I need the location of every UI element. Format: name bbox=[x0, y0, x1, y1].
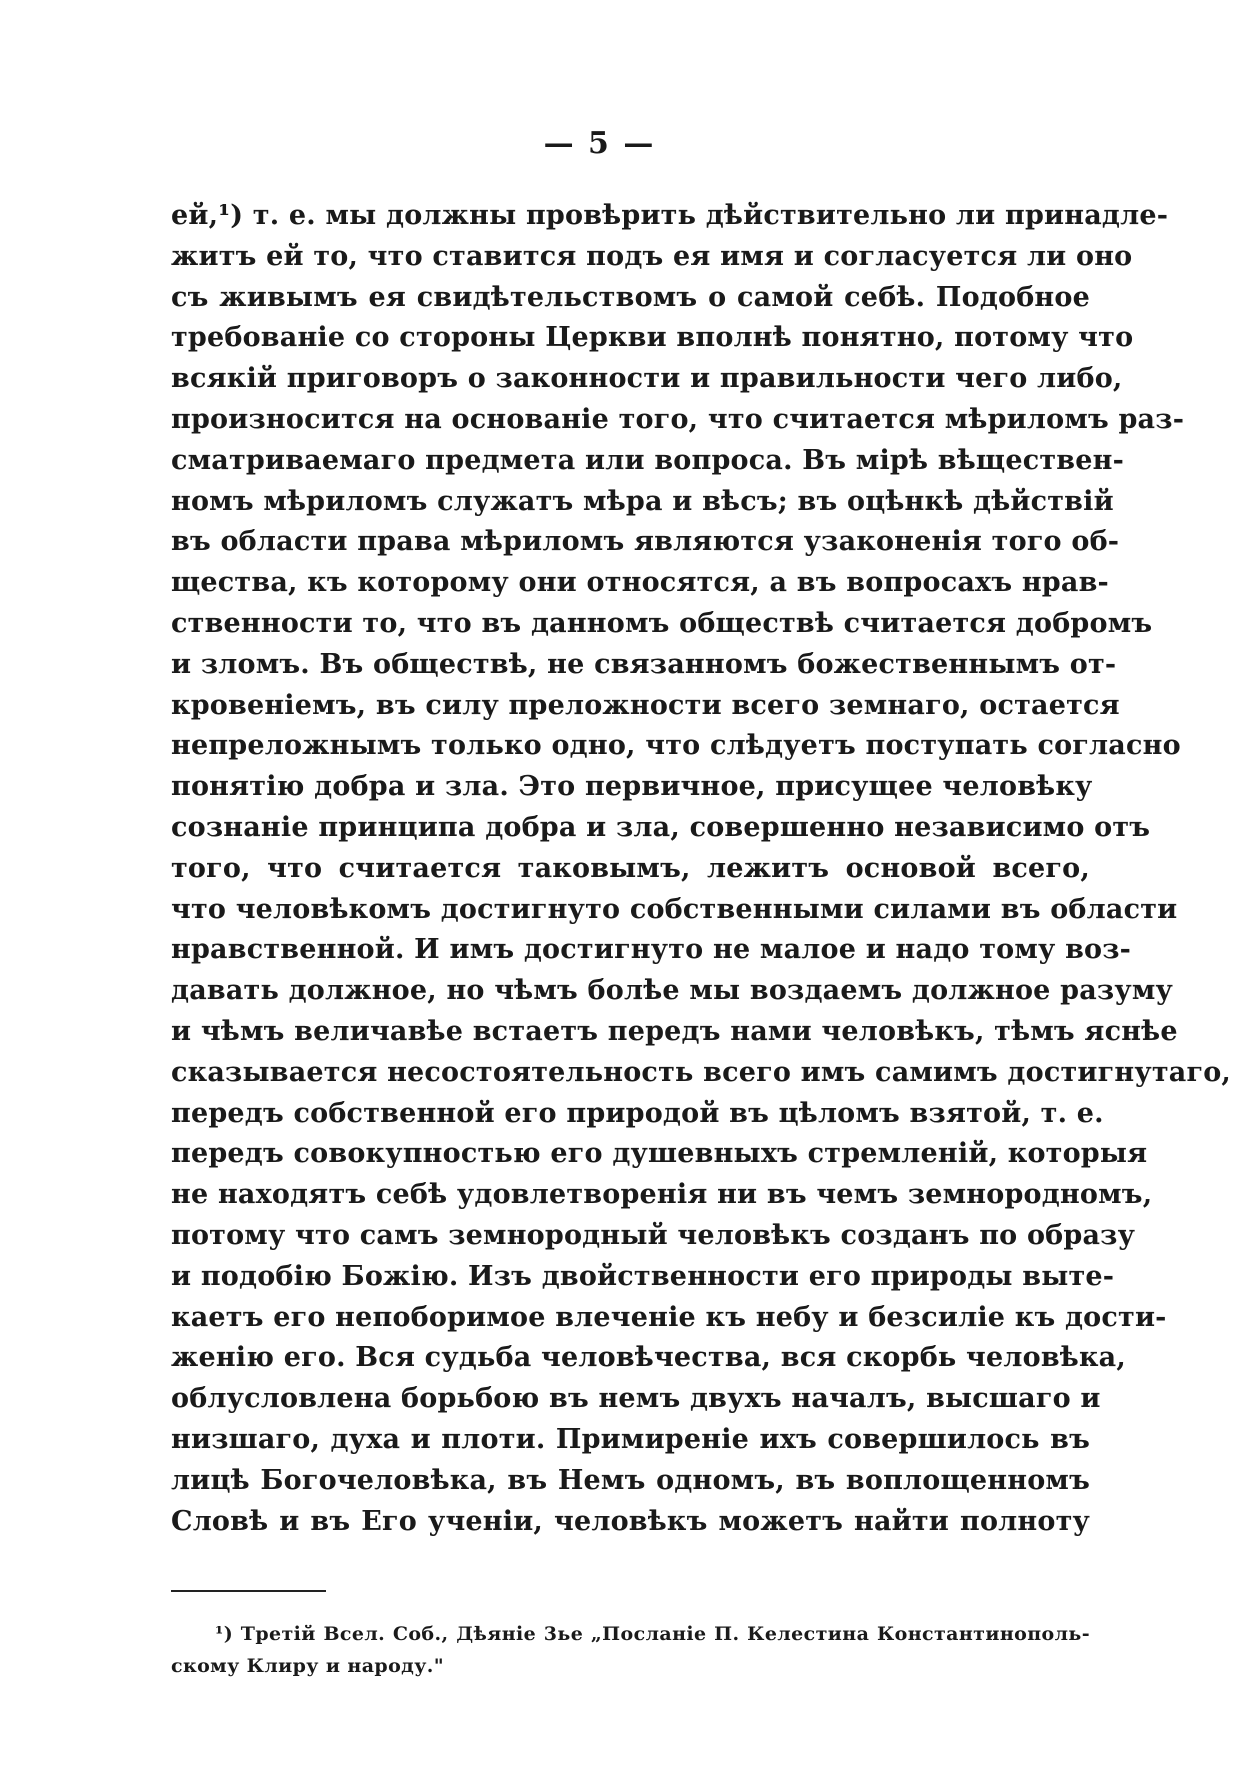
text-line: и зломъ. Въ обществѣ, не связанномъ божественнымъ от- bbox=[171, 648, 1117, 680]
text-line: давать должное, но чѣмъ болѣе мы воздаемъ должное разуму bbox=[171, 975, 1173, 1007]
text-line: женію его. Вся судьба человѣчества, вся скорбь человѣка, bbox=[171, 1342, 1126, 1374]
text-line: и чѣмъ величавѣе встаетъ передъ нами человѣкъ, тѣмъ яснѣе bbox=[171, 1015, 1178, 1047]
text-line: ственности то, что въ данномъ обществѣ считается добромъ bbox=[171, 607, 1153, 639]
text-line: щества, къ которому они относятся, а въ вопросахъ нрав- bbox=[171, 567, 1109, 599]
text-line: что человѣкомъ достигнуто собственными силами въ области bbox=[171, 893, 1178, 925]
text-line: лицѣ Богочеловѣка, въ Немъ одномъ, въ воплощенномъ bbox=[171, 1464, 1090, 1496]
footnote-divider bbox=[171, 1590, 326, 1592]
text-line: каетъ его непоборимое влеченіе къ небу и безсиліе къ дости- bbox=[171, 1301, 1167, 1333]
text-line: сматриваемаго предмета или вопроса. Въ мірѣ вѣществен- bbox=[171, 444, 1124, 476]
text-line: съ живымъ ея свидѣтельствомъ о самой себѣ. Подобное bbox=[171, 281, 1090, 313]
text-line: передъ собственной его природой въ цѣломъ взятой, т. е. bbox=[171, 1097, 1104, 1129]
text-line: непреложнымъ только одно, что слѣдуетъ поступать согласно bbox=[171, 730, 1181, 762]
text-line: въ области права мѣриломъ являются узаконенія того об- bbox=[171, 526, 1120, 558]
text-line: сознаніе принципа добра и зла, совершенно независимо отъ bbox=[171, 811, 1151, 843]
text-line: того, что считается таковымъ, лежитъ основой всего, bbox=[171, 852, 1090, 884]
text-line: нравственной. И имъ достигнуто не малое и надо тому воз- bbox=[171, 934, 1132, 966]
text-line: низшаго, духа и плоти. Примиреніе ихъ совершилось въ bbox=[171, 1423, 1090, 1455]
footnote bbox=[171, 1618, 1090, 1682]
footnote-line-2: скому Клиру и народу." bbox=[171, 1655, 445, 1677]
text-line: произносится на основаніе того, что считается мѣриломъ раз- bbox=[171, 403, 1185, 435]
text-line: требованіе со стороны Церкви вполнѣ понятно, потому что bbox=[171, 322, 1134, 354]
text-line: не находятъ себѣ удовлетворенія ни въ чемъ земнородномъ, bbox=[171, 1179, 1153, 1211]
text-line: всякій приговоръ о законности и правильности чего либо, bbox=[171, 363, 1123, 395]
text-line: кровеніемъ, въ силу преложности всего земнаго, остается bbox=[171, 689, 1120, 721]
text-line: Словѣ и въ Его ученіи, человѣкъ можетъ найти полноту bbox=[171, 1505, 1090, 1537]
text-line: номъ мѣриломъ служатъ мѣра и вѣсъ; въ оцѣнкѣ дѣйствій bbox=[171, 485, 1114, 517]
text-line: потому что самъ земнородный человѣкъ созданъ по образу bbox=[171, 1219, 1136, 1251]
text-line: сказывается несостоятельность всего имъ самимъ достигнутаго, bbox=[171, 1056, 1232, 1088]
text-line: и подобію Божію. Изъ двойственности его природы выте- bbox=[171, 1260, 1115, 1292]
text-line: ей,¹) т. е. мы должны провѣрить дѣйствительно ли принадле- bbox=[171, 200, 1169, 231]
page-number: — 5 — bbox=[543, 126, 656, 161]
footnote-line-1: ¹) Третій Всел. Соб., Дѣяніе 3ье „Посланіе П. Келестина Константинополь- bbox=[215, 1623, 1090, 1645]
text-line: понятію добра и зла. Это первичное, присущее человѣку bbox=[171, 771, 1093, 803]
body-text bbox=[171, 196, 1232, 1542]
text-line: житъ ей то, что ставится подъ ея имя и согласуется ли оно bbox=[171, 240, 1133, 272]
text-line: передъ совокупностью его душевныхъ стремленій, которыя bbox=[171, 1138, 1148, 1170]
text-line: облусловлена борьбою въ немъ двухъ началъ, высшаго и bbox=[171, 1383, 1101, 1415]
